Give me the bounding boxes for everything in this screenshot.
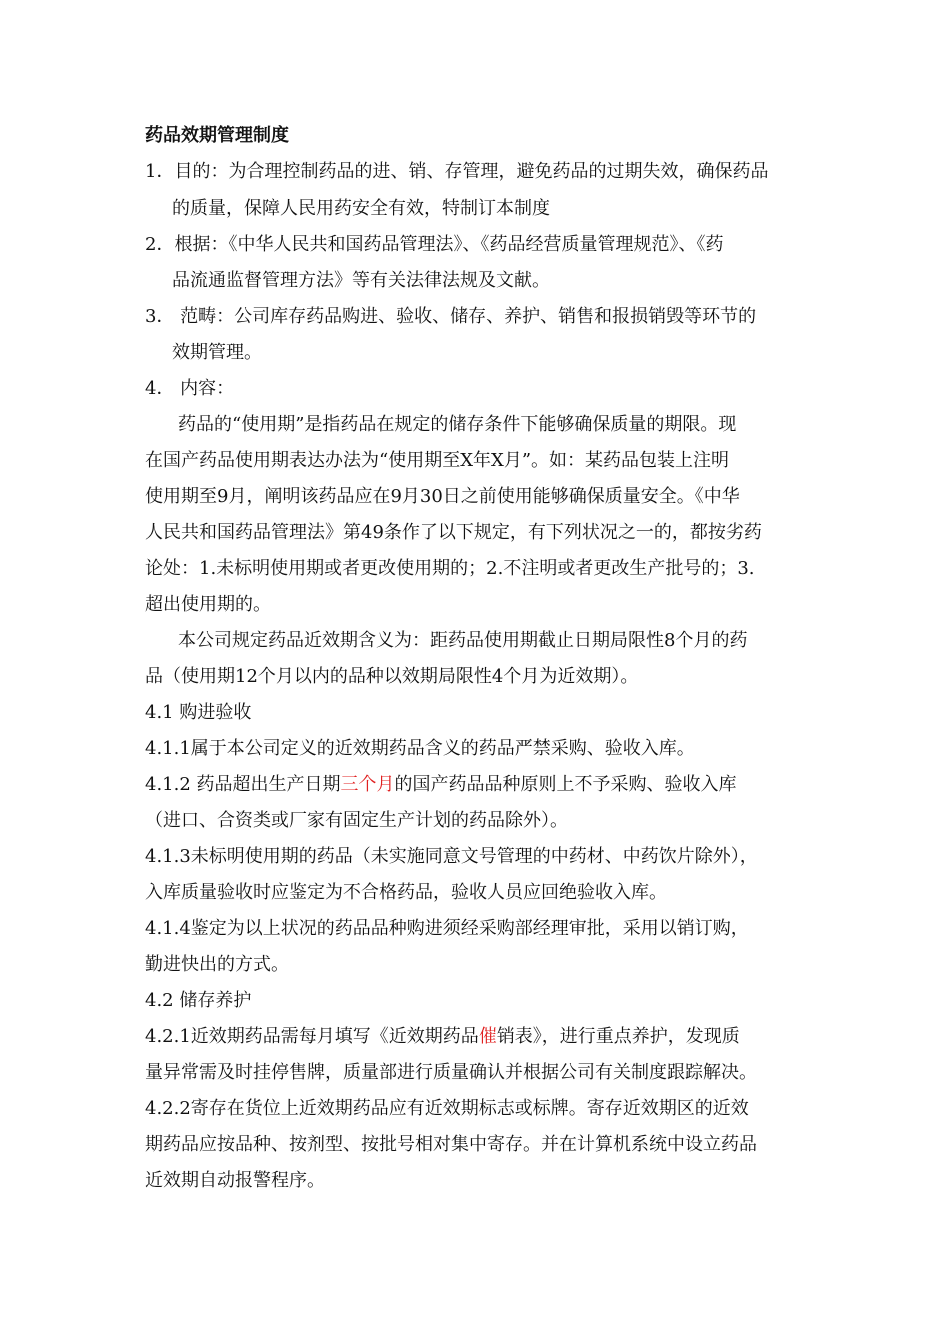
- highlighted-text: 催: [478, 1026, 497, 1047]
- paragraph-line: 2．根据：《中华人民共和国药品管理法》、《药品经营质量管理规范》、《药: [145, 234, 724, 255]
- paragraph-line: 品（使用期12个月以内的品种以效期局限性4个月为近效期）。: [145, 666, 639, 687]
- highlighted-text: 三个月: [340, 774, 395, 795]
- paragraph-line: 本公司规定药品近效期含义为：距药品使用期截止日期局限性8个月的药: [178, 630, 748, 651]
- paragraph-line: （进口、合资类或厂家有固定生产计划的药品除外）。: [145, 810, 568, 831]
- paragraph-line: 近效期自动报警程序。: [145, 1170, 325, 1191]
- text-run: 销表》，进行重点养护，发现质: [496, 1026, 740, 1047]
- text-run: 4.2.1近效期药品需每月填写《近效期药品: [145, 1026, 479, 1047]
- paragraph-line: 在国产药品使用期表达办法为“使用期至X年X月”。如：某药品包装上注明: [145, 450, 730, 471]
- paragraph-line: 品流通监督管理方法》等有关法律法规及文献。: [172, 270, 550, 291]
- paragraph-line: 期药品应按品种、按剂型、按批号相对集中寄存。并在计算机系统中设立药品: [145, 1134, 757, 1155]
- paragraph-line: 的质量，保障人民用药安全有效，特制订本制度: [172, 198, 550, 219]
- paragraph-line: 量异常需及时挂停售牌，质量部进行质量确认并根据公司有关制度跟踪解决。: [145, 1062, 757, 1083]
- section-heading: 4． 内容：: [145, 378, 235, 399]
- paragraph-line: 人民共和国药品管理法》第49条作了以下规定，有下列状况之一的，都按劣药: [145, 522, 762, 543]
- document-title: 药品效期管理制度: [145, 125, 289, 146]
- paragraph-line: 使用期至9月，阐明该药品应在9月30日之前使用能够确保质量安全。《中华: [145, 486, 740, 507]
- paragraph-line: 药品的“使用期”是指药品在规定的储存条件下能够确保质量的期限。现: [178, 414, 737, 435]
- paragraph-line: 超出使用期的。: [145, 594, 271, 615]
- paragraph-line: 1．目的：为合理控制药品的进、销、存管理，避免药品的过期失效，确保药品: [145, 161, 769, 182]
- section-heading: 4.1 购进验收: [145, 702, 252, 723]
- paragraph-line: 论处：1.未标明使用期或者更改使用期的；2.不注明或者更改生产批号的；3.: [145, 558, 755, 579]
- paragraph-line: 入库质量验收时应鉴定为不合格药品，验收人员应回绝验收入库。: [145, 882, 667, 903]
- paragraph-line: 效期管理。: [172, 342, 262, 363]
- paragraph-line: 4.1.4鉴定为以上状况的药品品种购进须经采购部经理审批，采用以销订购，: [145, 918, 749, 939]
- text-run: 的国产药品品种原则上不予采购、验收入库: [394, 774, 737, 795]
- paragraph-line: 4.1.1属于本公司定义的近效期药品含义的药品严禁采购、验收入库。: [145, 738, 695, 759]
- section-heading: 4.2 储存养护: [145, 990, 252, 1011]
- text-run: 4.1.2 药品超出生产日期: [145, 774, 341, 795]
- paragraph-line-4-2-1: [145, 1025, 825, 1049]
- paragraph-line-4-1-2: [145, 773, 825, 797]
- paragraph-line: 4.1.3未标明使用期的药品（未实施同意文号管理的中药材、中药饮片除外），: [145, 846, 758, 867]
- paragraph-line: 勤进快出的方式。: [145, 954, 289, 975]
- paragraph-line: 4.2.2寄存在货位上近效期药品应有近效期标志或标牌。寄存近效期区的近效: [145, 1098, 749, 1119]
- paragraph-line: 3． 范畴：公司库存药品购进、验收、储存、养护、销售和报损销毁等环节的: [145, 306, 757, 327]
